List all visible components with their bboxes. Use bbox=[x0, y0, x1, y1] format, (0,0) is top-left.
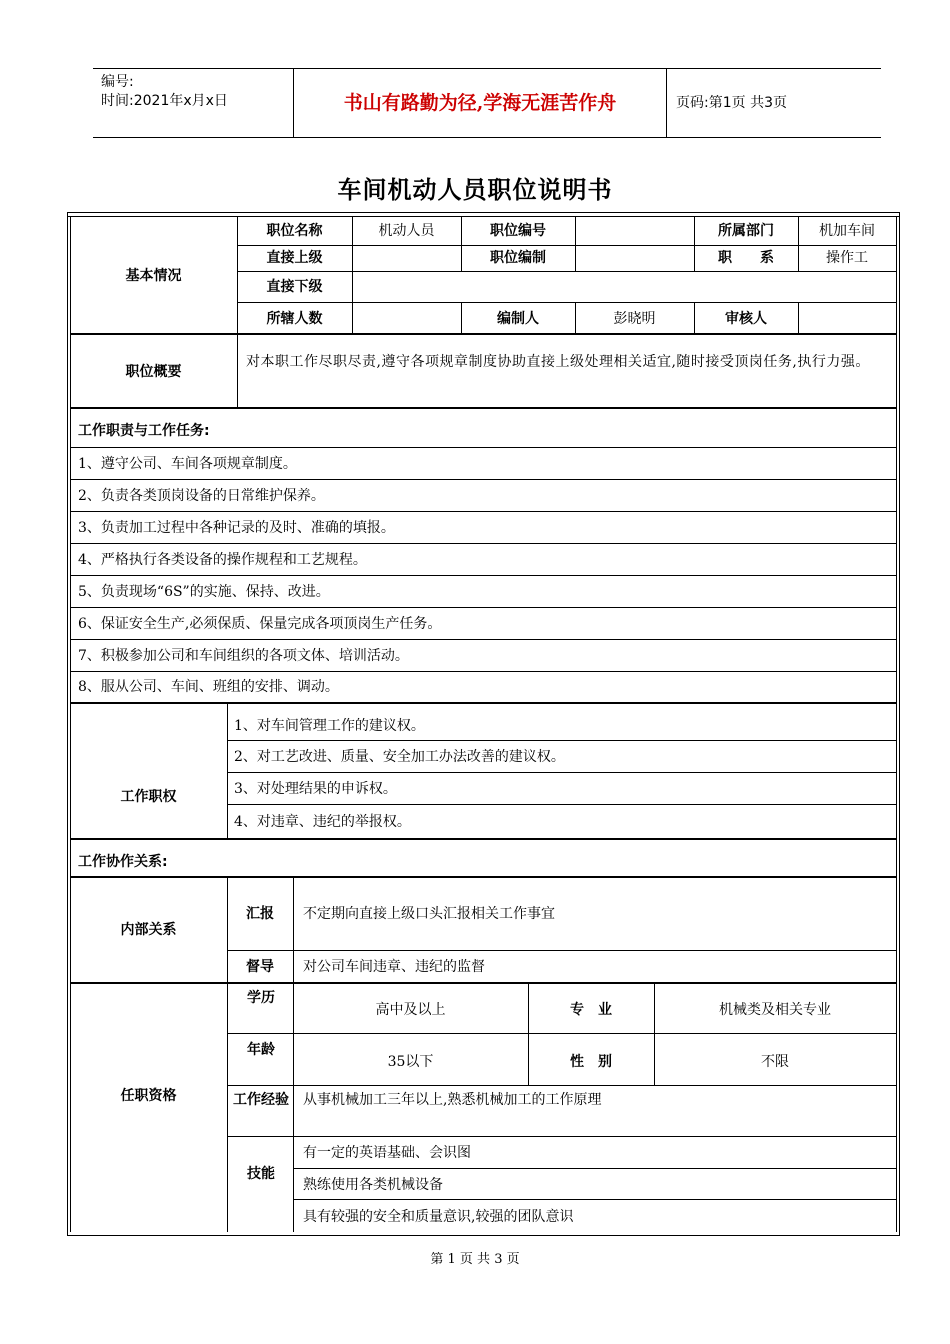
grid-line bbox=[293, 1199, 897, 1200]
gender-value: 不限 bbox=[761, 1054, 789, 1070]
motto: 书山有路勤为径,学海无涯苦作舟 bbox=[343, 92, 617, 114]
page-footer: 第 1 页 共 3 页 bbox=[430, 1252, 520, 1267]
qualifications-label: 任职资格 bbox=[120, 1088, 177, 1104]
grid-line bbox=[70, 838, 897, 840]
duty-item: 4、严格执行各类设备的操作规程和工艺规程。 bbox=[78, 552, 367, 568]
header-divider bbox=[666, 69, 667, 137]
position-name-label: 职位名称 bbox=[266, 223, 323, 239]
page-title: 车间机动人员职位说明书 bbox=[337, 175, 613, 204]
grid-line bbox=[293, 984, 294, 1232]
cooperation-heading: 工作协作关系: bbox=[78, 854, 168, 870]
grid-line bbox=[70, 575, 897, 576]
department-label: 所属部门 bbox=[718, 223, 774, 239]
department-value: 机加车间 bbox=[819, 223, 875, 239]
page-info: 页码:第1页 共3页 bbox=[676, 95, 787, 111]
grid-line bbox=[575, 216, 576, 272]
age-label: 年龄 bbox=[247, 1042, 275, 1058]
overview-label: 职位概要 bbox=[125, 364, 182, 380]
grid-line bbox=[70, 876, 897, 878]
authority-item: 2、对工艺改进、质量、安全加工办法改善的建议权。 bbox=[234, 749, 565, 765]
grid-line bbox=[70, 333, 897, 335]
section-label-basic: 基本情况 bbox=[125, 268, 182, 284]
gender-label: 性 别 bbox=[570, 1054, 612, 1070]
supervise-label: 督导 bbox=[246, 959, 274, 975]
managed-count-label: 所辖人数 bbox=[266, 311, 323, 327]
superior-label: 直接上级 bbox=[266, 250, 323, 266]
duty-item: 5、负责现场“6S”的实施、保持、改进。 bbox=[78, 584, 330, 600]
grid-line bbox=[798, 302, 799, 333]
grid-line bbox=[227, 1136, 897, 1137]
grid-line bbox=[70, 511, 897, 512]
grid-line bbox=[352, 271, 353, 302]
overview-text: 对本职工作尽职尽责,遵守各项规章制度协助直接上级处理相关适宜,随时接受顶岗任务,执行力强。 bbox=[246, 354, 870, 370]
report-text: 不定期向直接上级口头汇报相关工作事宜 bbox=[303, 906, 555, 922]
skill-item: 具有较强的安全和质量意识,较强的团队意识 bbox=[303, 1209, 574, 1225]
authority-label: 工作职权 bbox=[120, 789, 177, 805]
major-value: 机械类及相关专业 bbox=[719, 1002, 831, 1018]
supervise-text: 对公司车间违章、违纪的监督 bbox=[303, 959, 485, 975]
number-label: 编号: bbox=[101, 74, 134, 90]
reviewer-label: 审核人 bbox=[725, 311, 767, 327]
age-value: 35以下 bbox=[387, 1054, 434, 1070]
grid-line bbox=[896, 216, 897, 1232]
internal-relations-label: 内部关系 bbox=[120, 922, 177, 938]
grid-line bbox=[227, 804, 897, 805]
grid-line bbox=[70, 543, 897, 544]
grid-line bbox=[70, 407, 897, 409]
duty-item: 7、积极参加公司和车间组织的各项文体、培训活动。 bbox=[78, 648, 409, 664]
grid-line bbox=[293, 878, 294, 982]
document-header bbox=[93, 68, 881, 138]
grid-line bbox=[227, 1033, 897, 1034]
grid-line bbox=[67, 216, 900, 217]
education-label: 学历 bbox=[247, 990, 275, 1006]
grid-line bbox=[352, 245, 353, 272]
header-meta bbox=[101, 73, 228, 111]
report-label: 汇报 bbox=[246, 906, 274, 922]
duty-item: 1、遵守公司、车间各项规章制度。 bbox=[78, 456, 297, 472]
authority-item: 3、对处理结果的申诉权。 bbox=[234, 781, 397, 797]
skill-item: 有一定的英语基础、会识图 bbox=[303, 1145, 471, 1161]
experience-label: 工作经验 bbox=[233, 1092, 289, 1108]
grid-line bbox=[227, 1085, 897, 1086]
time-label: 时间:2021年x月x日 bbox=[101, 93, 228, 109]
grid-line bbox=[70, 982, 897, 984]
grid-line bbox=[70, 479, 897, 480]
position-code-label: 职位编号 bbox=[490, 223, 546, 239]
staffing-label: 职位编制 bbox=[490, 250, 546, 266]
grid-line bbox=[227, 984, 228, 1232]
skill-item: 熟练使用各类机械设备 bbox=[303, 1177, 443, 1193]
grid-line bbox=[227, 950, 897, 951]
grid-line bbox=[227, 772, 897, 773]
authority-item: 4、对违章、违纪的举报权。 bbox=[234, 814, 411, 830]
authority-item: 1、对车间管理工作的建议权。 bbox=[234, 718, 425, 734]
grid-line bbox=[352, 302, 353, 333]
duties-heading: 工作职责与工作任务: bbox=[78, 423, 210, 439]
grid-line bbox=[70, 639, 897, 640]
position-name-value: 机动人员 bbox=[378, 223, 435, 239]
grid-line bbox=[227, 740, 897, 741]
duty-item: 2、负责各类顶岗设备的日常维护保养。 bbox=[78, 488, 325, 504]
grid-line bbox=[70, 447, 897, 448]
major-label: 专 业 bbox=[570, 1002, 612, 1018]
compiler-value: 彭晓明 bbox=[613, 311, 656, 327]
grid-line bbox=[70, 607, 897, 608]
series-value: 操作工 bbox=[826, 250, 868, 266]
duty-item: 6、保证安全生产,必须保质、保量完成各项顶岗生产任务。 bbox=[78, 616, 442, 632]
grid-line bbox=[293, 1168, 897, 1169]
grid-line bbox=[70, 702, 897, 704]
education-value: 高中及以上 bbox=[375, 1002, 446, 1018]
duty-item: 3、负责加工过程中各种记录的及时、准确的填报。 bbox=[78, 520, 395, 536]
subordinate-label: 直接下级 bbox=[266, 279, 323, 295]
grid-line bbox=[227, 704, 228, 838]
series-label: 职 系 bbox=[718, 250, 774, 266]
grid-line bbox=[70, 671, 897, 672]
experience-value: 从事机械加工三年以上,熟悉机械加工的工作原理 bbox=[303, 1092, 602, 1108]
skills-label: 技能 bbox=[247, 1166, 275, 1182]
duty-item: 8、服从公司、车间、班组的安排、调动。 bbox=[78, 679, 339, 695]
compiler-label: 编制人 bbox=[497, 311, 539, 327]
